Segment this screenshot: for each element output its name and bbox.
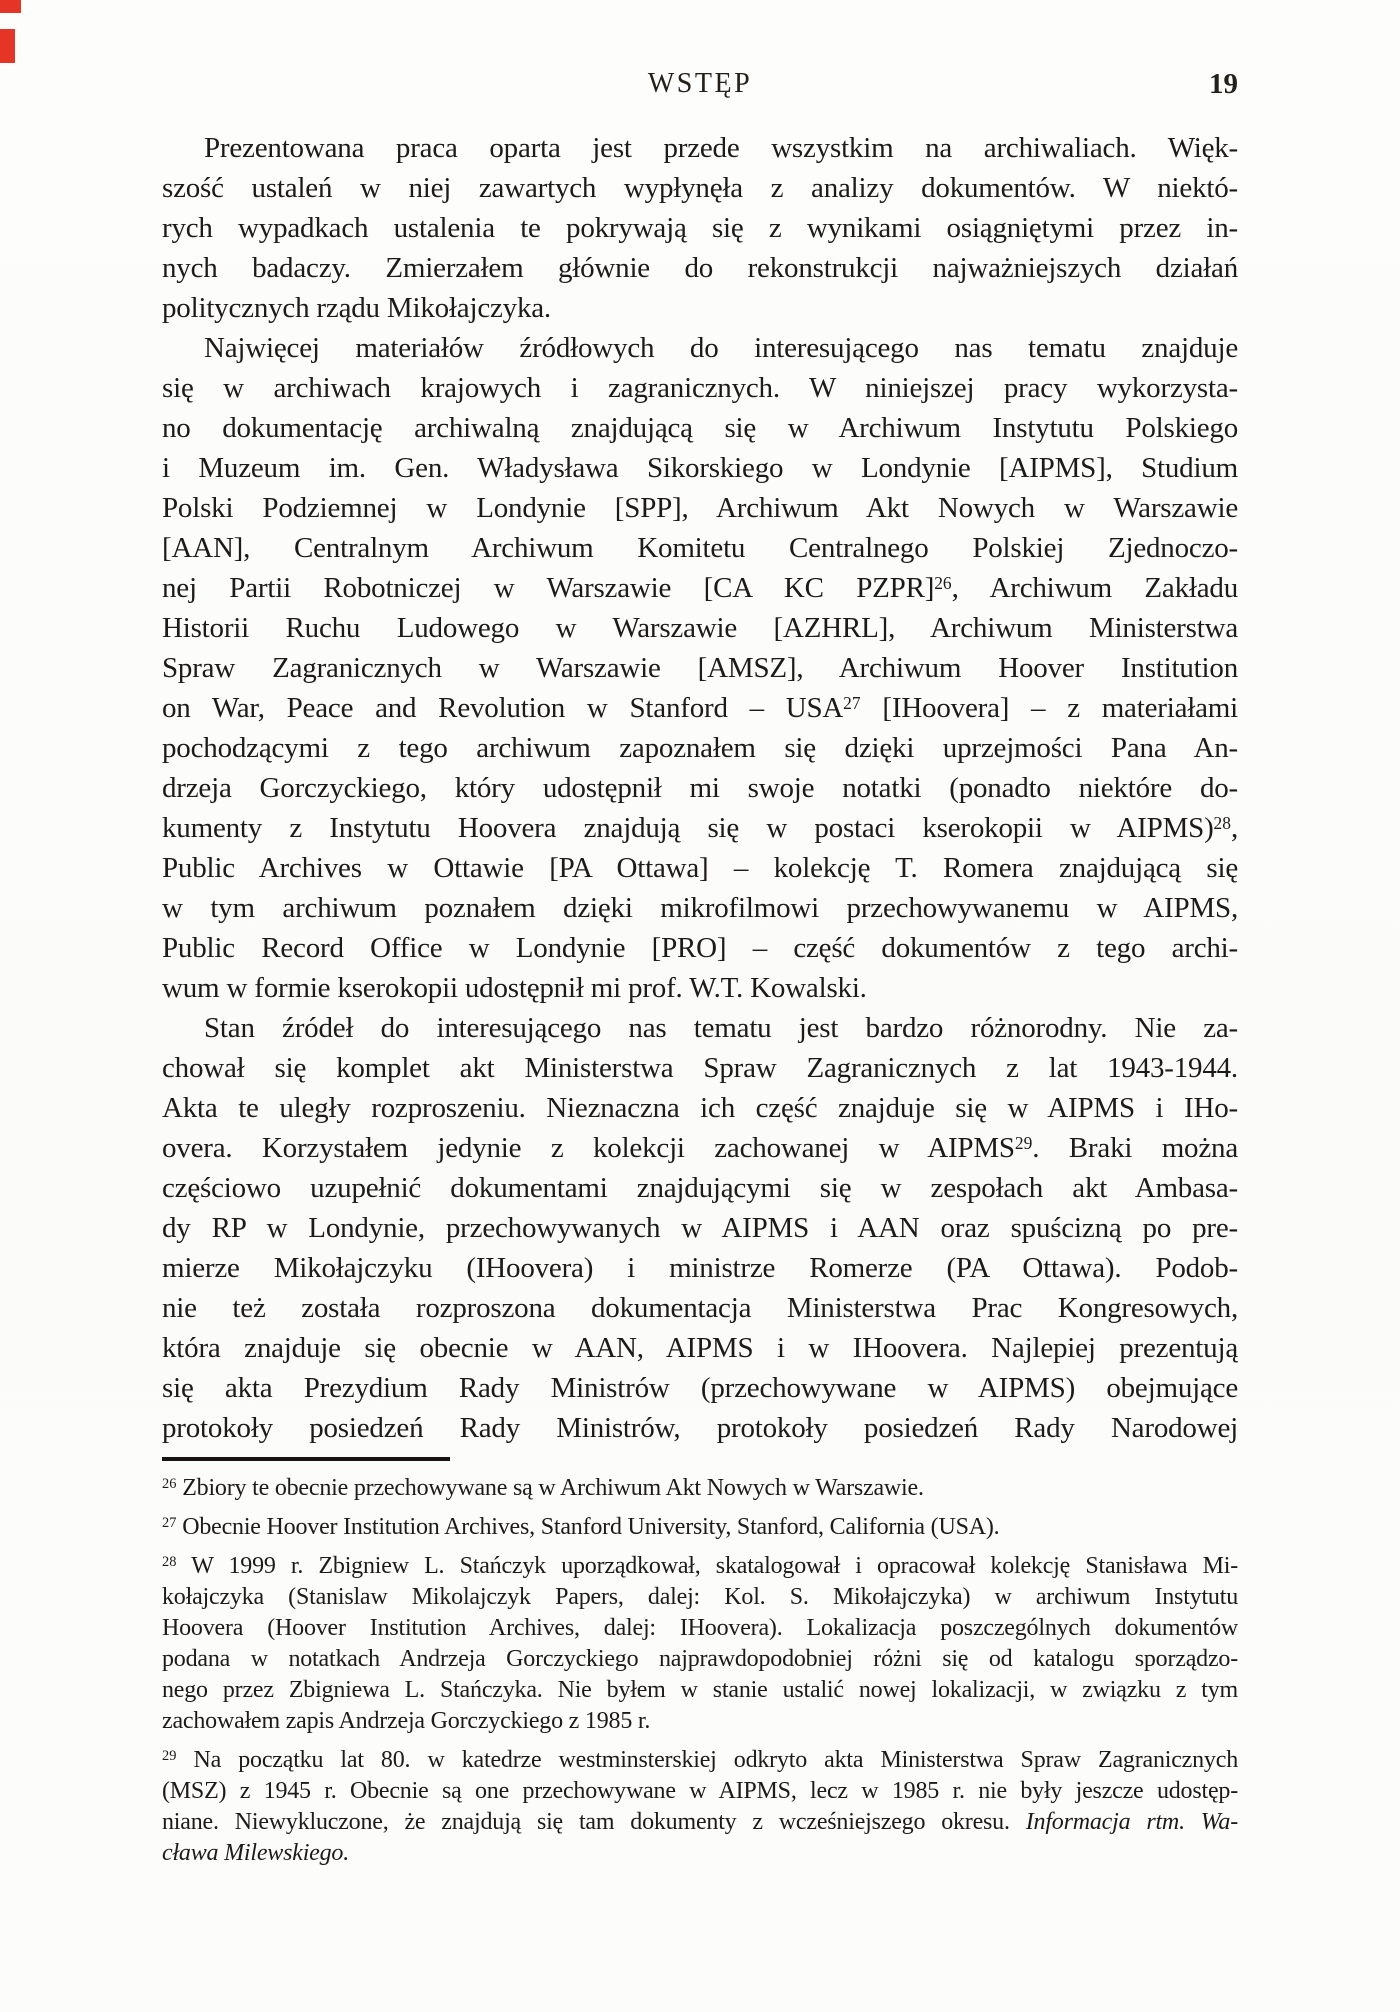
footnote-marker: 27 [162, 1515, 177, 1532]
red-edge-scan-mark-top [0, 0, 21, 13]
body-text-line: wum w formie kserokopii udostępnił mi prof. W.T. Kowalski. [162, 972, 867, 1004]
body-text-line: Akta te uległy rozproszeniu. Nieznaczna ich część znajduje się w AIPMS i IHo- [162, 1092, 1238, 1124]
body-text-line: Public Archives w Ottawie [PA Ottawa] – kolekcję T. Romera znajdującą się [162, 852, 1238, 884]
body-text-line: Public Record Office w Londynie [PRO] – część dokumentów z tego archi- [162, 932, 1238, 964]
body-text-line: rych wypadkach ustalenia te pokrywają się z wynikami osiągniętymi przez in- [162, 212, 1238, 244]
body-text-line: szość ustaleń w niej zawartych wypłynęła z analizy dokumentów. W niektó- [162, 172, 1238, 204]
body-text-line: drzeja Gorczyckiego, który udostępnił mi swoje notatki (ponadto niektóre do- [162, 772, 1238, 804]
footnote-marker: 26 [934, 572, 952, 593]
footnote-text-line: kołajczyka (Stanislaw Mikolajczyk Papers, dalej: Kol. S. Mikołajczyka) w archiwum Instytutu [162, 1584, 1238, 1610]
footnote-marker: 29 [1014, 1132, 1033, 1153]
footnote-marker: 28 [1213, 812, 1231, 833]
body-text-line: politycznych rządu Mikołajczyka. [162, 292, 551, 324]
body-text-line: Stan źródeł do interesującego nas tematu jest bardzo różnorodny. Nie za- [204, 1012, 1238, 1044]
body-text-line: chował się komplet akt Ministerstwa Spraw Zagranicznych z lat 1943-1944. [162, 1052, 1238, 1084]
body-text-line: się akta Prezydium Rady Ministrów (przechowywane w AIPMS) obejmujące [162, 1372, 1238, 1404]
footnote-marker: 27 [843, 692, 861, 713]
body-text-line: no dokumentację archiwalną znajdującą się w Archiwum Instytutu Polskiego [162, 412, 1238, 444]
body-text-line: nych badaczy. Zmierzałem głównie do rekonstrukcji najważniejszych działań [162, 252, 1238, 284]
footnote-text-line: $^{28}$ W 1999 r. Zbigniew L. Stańczyk uporządkował, skatalogował i opracował kolekcję Stanisława Mi- [162, 1553, 1238, 1579]
body-text-line: i Muzeum im. Gen. Władysława Sikorskiego w Londynie [AIPMS], Studium [162, 452, 1238, 484]
body-text-line: overa. Korzystałem jedynie z kolekcji zachowanej w AIPMS$^{29}$. Braki można [162, 1132, 1238, 1164]
footnote-text-line: $^{29}$ Na początku lat 80. w katedrze westminsterskiej odkryto akta Ministerstwa Spraw Zagranicznych [162, 1747, 1238, 1773]
footnote-text-line: (MSZ) z 1945 r. Obecnie są one przechowywane w AIPMS, lecz w 1985 r. nie były jeszcze udostęp- [162, 1778, 1238, 1804]
body-text-line: która znajduje się obecnie w AAN, AIPMS i w IHoovera. Najlepiej prezentują [162, 1332, 1238, 1364]
body-text-line: częściowo uzupełnić dokumentami znajdującymi się w zespołach akt Ambasa- [162, 1172, 1238, 1204]
footnote-marker: 29 [162, 1748, 177, 1765]
body-text [162, 128, 1238, 1448]
footnote-text-line: $^{26}$ Zbiory te obecnie przechowywane są w Archiwum Akt Nowych w Warszawie. [162, 1475, 924, 1501]
footnote-text-line: zachowałem zapis Andrzeja Gorczyckiego z 1985 r. [162, 1708, 651, 1734]
body-text-line: Najwięcej materiałów źródłowych do interesującego nas tematu znajduje [204, 332, 1238, 364]
footnote-marker: 28 [162, 1554, 177, 1571]
footnote [162, 1745, 1238, 1869]
body-text-line: Polski Podziemnej w Londynie [SPP], Archiwum Akt Nowych w Warszawie [162, 492, 1238, 524]
footnotes-section [162, 1473, 1238, 1877]
footnote-text-line: Hoovera (Hoover Institution Archives, dalej: IHoovera). Lokalizacja poszczególnych dokumentów [162, 1615, 1238, 1641]
body-text-line: pochodzącymi z tego archiwum zapoznałem się dzięki uprzejmości Pana An- [162, 732, 1238, 764]
footnote-separator [162, 1457, 450, 1461]
body-text-line: Prezentowana praca oparta jest przede wszystkim na archiwaliach. Więk- [204, 132, 1238, 164]
body-text-line: w tym archiwum poznałem dzięki mikrofilmowi przechowywanemu w AIPMS, [162, 892, 1238, 924]
footnote-text-line: nego przez Zbigniewa L. Stańczyka. Nie byłem w stanie ustalić nowej lokalizacji, w związku z tym [162, 1677, 1238, 1703]
body-text-line: on War, Peace and Revolution w Stanford – USA$^{27}$ [IHoovera] – z materiałami [162, 692, 1238, 724]
body-text-line: się w archiwach krajowych i zagranicznych. W niniejszej pracy wykorzysta- [162, 372, 1238, 404]
body-text-line: [AAN], Centralnym Archiwum Komitetu Centralnego Polskiej Zjednoczo- [162, 532, 1238, 564]
red-edge-scan-mark-bottom [0, 29, 15, 63]
body-text-line: dy RP w Londynie, przechowywanych w AIPMS i AAN oraz spuścizną po pre- [162, 1212, 1238, 1244]
body-text-line: mierze Mikołajczyku (IHoovera) i ministrze Romerze (PA Ottawa). Podob- [162, 1252, 1238, 1284]
body-text-line: kumenty z Instytutu Hoovera znajdują się w postaci kserokopii w AIPMS)$^{28}$, [162, 812, 1238, 844]
footnote [162, 1551, 1238, 1737]
body-text-line: protokoły posiedzeń Rady Ministrów, protokoły posiedzeń Rady Narodowej [162, 1412, 1238, 1444]
footnote [162, 1473, 1238, 1504]
footnote [162, 1512, 1238, 1543]
body-text-line: nej Partii Robotniczej w Warszawie [CA KC PZPR]$^{26}$, Archiwum Zakładu [162, 572, 1238, 604]
footnote-text-line: podana w notatkach Andrzeja Gorczyckiego najprawdopodobniej różni się od katalogu sporządzo- [162, 1646, 1238, 1672]
footnote-text-line: niane. Niewykluczone, że znajdują się tam dokumenty z wcześniejszego okresu. Informacja rtm. Wa- [162, 1809, 1238, 1835]
body-text-line: Spraw Zagranicznych w Warszawie [AMSZ], Archiwum Hoover Institution [162, 652, 1238, 684]
page-number: 19 [1209, 68, 1238, 100]
chapter-title: WSTĘP [647, 68, 753, 99]
running-head [162, 68, 1238, 104]
body-text-line: Historii Ruchu Ludowego w Warszawie [AZHRL], Archiwum Ministerstwa [162, 612, 1238, 644]
footnote-marker: 26 [162, 1476, 177, 1493]
footnote-text-line: cława Milewskiego. [162, 1840, 350, 1866]
body-text-line: nie też została rozproszona dokumentacja Ministerstwa Prac Kongresowych, [162, 1292, 1238, 1324]
footnote-text-line: $^{27}$ Obecnie Hoover Institution Archives, Stanford University, Stanford, California (USA). [162, 1514, 1000, 1540]
